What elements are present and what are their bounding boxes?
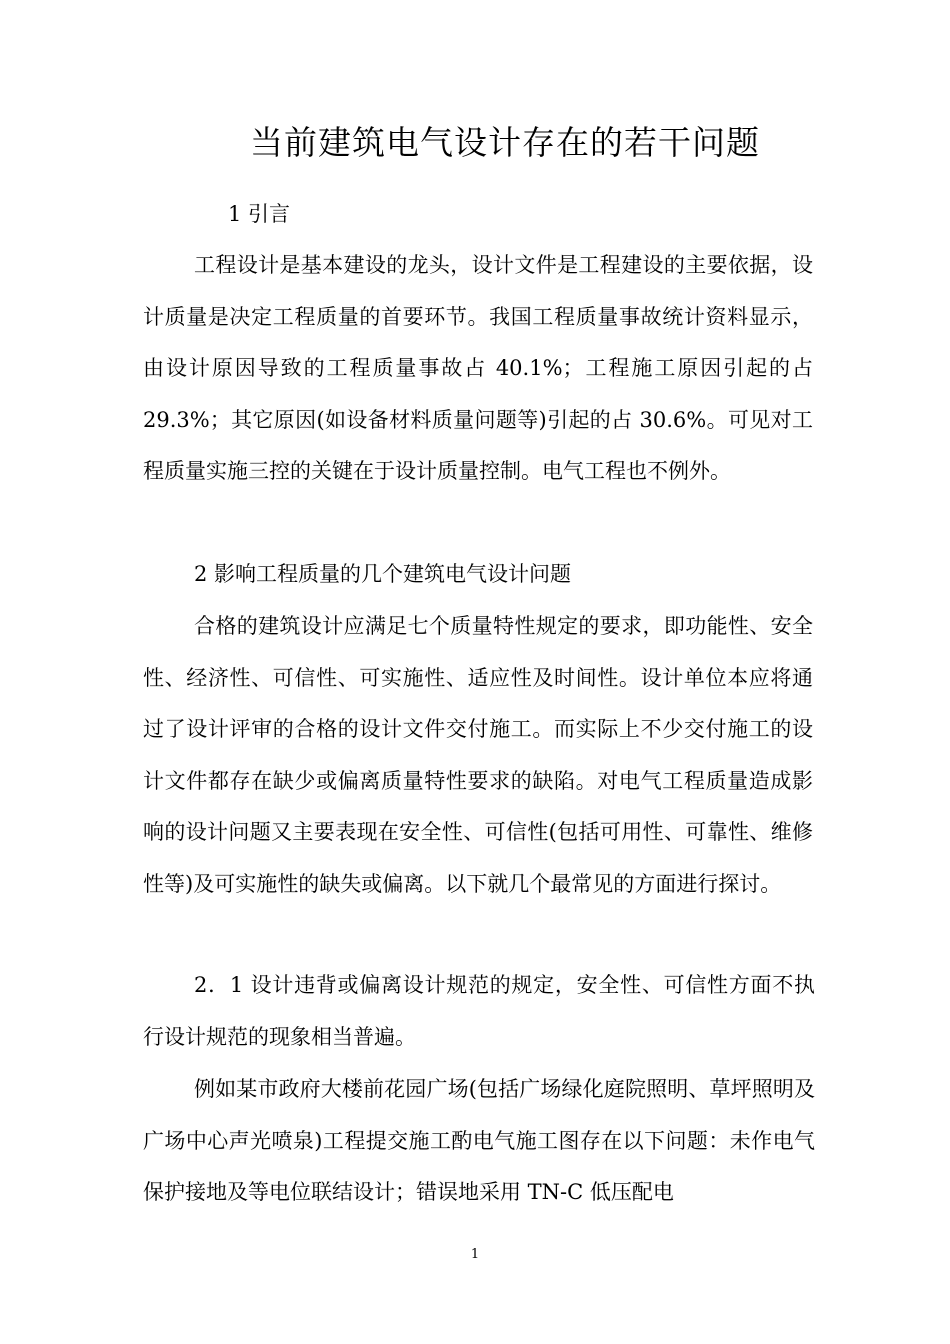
paragraph-introduction: 工程设计是基本建设的龙头，设计文件是工程建设的主要依据，设计质量是决定工程质量的首要环节。我国工程质量事故统计资料显示，由设计原因导致的工程质量事故占 40.1%；工程施工原因引起的占 29.3%；其它原因(如设备材料质量问题等)引起的占 30.6%。可见对工程质量实施三控的关键在于设计质量控制。电气工程也不例外。 (143, 253, 813, 483)
section-heading-design-issues: 2 影响工程质量的几个建筑电气设计问题 (194, 562, 572, 586)
section-heading-introduction: 1 引言 (228, 202, 291, 226)
paragraph-section-2-1: 2．1 设计违背或偏离设计规范的规定，安全性、可信性方面不执行设计规范的现象相当普遍。 (143, 973, 815, 1049)
document-title: 当前建筑电气设计存在的若干问题 (250, 123, 760, 162)
paragraph-quality-characteristics: 合格的建筑设计应满足七个质量特性规定的要求，即功能性、安全性、经济性、可信性、可实施性、适应性及时间性。设计单位本应将通过了设计评审的合格的设计文件交付施工。而实际上不少交付施工的设计文件都存在缺少或偏离质量特性要求的缺陷。对电气工程质量造成影响的设计问题又主要表现在安全性、可信性(包括可用性、可靠性、维修性等)及可实施性的缺失或偏离。以下就几个最常见的方面进行探讨。 (143, 614, 813, 896)
page-number: 1 (470, 1247, 480, 1262)
paragraph-example: 例如某市政府大楼前花园广场(包括广场绿化庭院照明、草坪照明及广场中心声光喷泉)工程提交施工酌电气施工图存在以下问题：未作电气保护接地及等电位联结设计；错误地采用 TN-C 低压配电 (143, 1077, 815, 1204)
